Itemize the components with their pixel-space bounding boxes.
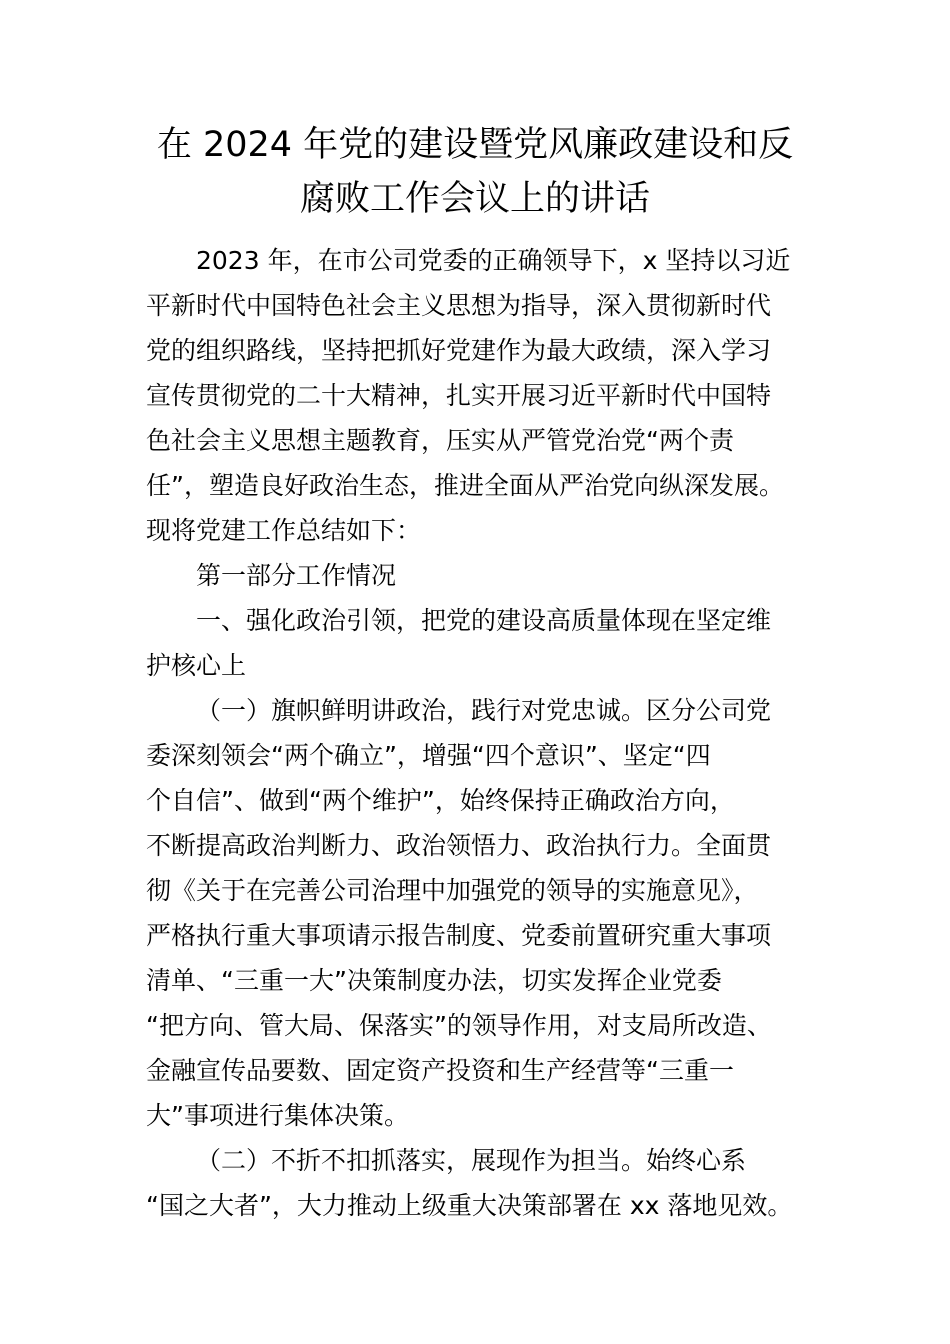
paragraph-line: 清单、“三重一大”决策制度办法，切实发挥企业党委 (146, 966, 722, 995)
paragraph-line: 党的组织路线，坚持把抓好党建作为最大政绩，深入学习 (146, 336, 772, 365)
title-line-2: 腐败工作会议上的讲话 (299, 179, 650, 219)
section-heading: 第一部分工作情况 (196, 561, 397, 590)
paragraph-line: 个自信”、做到“两个维护”，始终保持正确政治方向， (146, 786, 735, 815)
paragraph-line: 彻《关于在完善公司治理中加强党的领导的实施意见》， (146, 876, 759, 905)
paragraph-line: 任”，塑造良好政治生态，推进全面从严治党向纵深发展。 (146, 471, 784, 500)
paragraph-line: 大”事项进行集体决策。 (146, 1101, 409, 1130)
document-title (0, 118, 950, 226)
paragraph-line: （一）旗帜鲜明讲政治，践行对党忠诚。区分公司党 (196, 696, 772, 725)
paragraph-line: 金融宣传品要数、固定资产投资和生产经营等“三重一 (146, 1056, 734, 1085)
paragraph-line: 委深刻领会“两个确立”，增强“四个意识”、坚定“四 (146, 741, 711, 770)
subsection-heading: 护核心上 (146, 651, 247, 680)
paragraph-line: 严格执行重大事项请示报告制度、党委前置研究重大事项 (146, 921, 772, 950)
paragraph-line: 2023 年，在市公司党委的正确领导下，x 坚持以习近 (196, 246, 791, 275)
subsection-heading: 一、强化政治引领，把党的建设高质量体现在坚定维 (196, 606, 772, 635)
paragraph-line: 不断提高政治判断力、政治领悟力、政治执行力。全面贯 (146, 831, 772, 860)
paragraph-line: 平新时代中国特色社会主义思想为指导，深入贯彻新时代 (146, 291, 772, 320)
paragraph-line: “把方向、管大局、保落实”的领导作用，对支局所改造、 (146, 1011, 772, 1040)
paragraph-line: 宣传贯彻党的二十大精神，扎实开展习近平新时代中国特 (146, 381, 772, 410)
title-line-1: 在 2024 年党的建设暨党风廉政建设和反 (156, 125, 794, 165)
paragraph-line: （二）不折不扣抓落实，展现作为担当。始终心系 (196, 1146, 747, 1175)
paragraph-line: 色社会主义思想主题教育，压实从严管党治党“两个责 (146, 426, 734, 455)
paragraph-line: 现将党建工作总结如下： (146, 516, 422, 545)
document-body (146, 238, 846, 1228)
paragraph-line: “国之大者”，大力推动上级重大决策部署在 xx 落地见效。 (146, 1191, 793, 1220)
